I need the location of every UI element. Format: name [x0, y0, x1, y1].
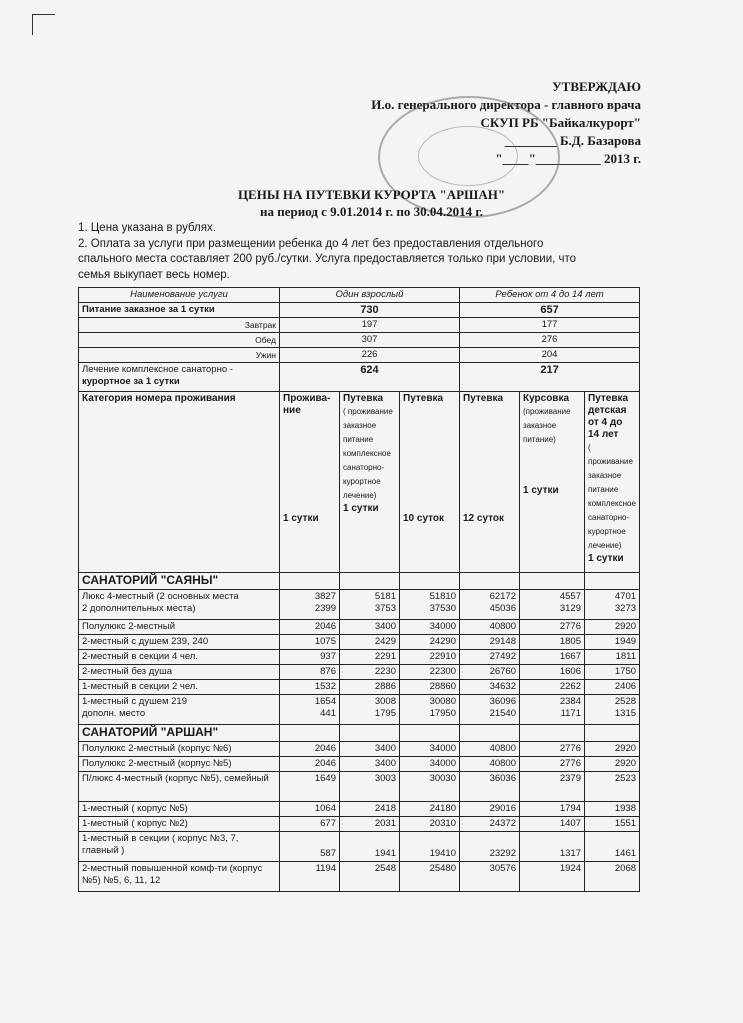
col-course: [520, 392, 585, 573]
price-value: 2384: [559, 696, 581, 707]
col-child-period: 1 сутки: [588, 553, 624, 564]
table-row: [79, 635, 640, 650]
price-cell: [585, 695, 640, 725]
col-child-title: Путевка детская от 4 до 14 лет: [588, 393, 629, 440]
table-row: [79, 817, 640, 832]
treatment-label: [79, 363, 280, 392]
room-name: П/люкс 4-местный (корпус №5), семейный: [79, 772, 280, 802]
dinner-adult: 226: [280, 348, 460, 363]
table-row: [79, 757, 640, 772]
price-cell: [400, 590, 460, 620]
price-cell: [520, 590, 585, 620]
price-value: 3008: [374, 696, 396, 707]
table-row: [79, 620, 640, 635]
col-course-title: Курсовка: [523, 393, 570, 404]
price-value: 1750: [585, 665, 640, 680]
section-title: САНАТОРИЙ "АРШАН": [79, 725, 280, 742]
price-value: 22910: [400, 650, 460, 665]
price-value: 2262: [520, 680, 585, 695]
col-voucher-12: [460, 392, 520, 573]
price-value: 3827: [314, 591, 336, 602]
price-value: 40800: [460, 620, 520, 635]
table-row: [79, 862, 640, 892]
section-title: САНАТОРИЙ "САЯНЫ": [79, 573, 280, 590]
price-cell: [280, 590, 340, 620]
price-value: 24180: [400, 802, 460, 817]
col-child-note: ( проживание заказное питание комплексное санаторно-курортное лечение): [588, 443, 636, 550]
price-value: 2068: [585, 862, 640, 892]
price-value: 34000: [400, 620, 460, 635]
meal-adult: 730: [280, 303, 460, 318]
price-value: 2528: [614, 696, 637, 707]
price-value: 1532: [280, 680, 340, 695]
price-value: 5181: [374, 591, 396, 602]
col-category: Категория номера проживания: [79, 392, 280, 573]
price-value: 2379: [520, 772, 585, 802]
price-value: 1064: [280, 802, 340, 817]
price-value: 1949: [585, 635, 640, 650]
section-header: [79, 725, 640, 742]
services-header-row: [79, 288, 640, 303]
room-name: 1-местный в секции 2 чел.: [79, 680, 280, 695]
price-value: 2399: [314, 603, 336, 614]
price-value: 3753: [374, 603, 396, 614]
room-name: [79, 695, 280, 725]
price-value: 2406: [585, 680, 640, 695]
price-value: 29148: [460, 635, 520, 650]
col-voucher-day-note: ( проживание заказное питание комплексное санаторно-курортное лечение): [343, 407, 393, 500]
room-name: [79, 590, 280, 620]
treatment-child: 217: [460, 363, 640, 392]
price-value: 876: [280, 665, 340, 680]
header-child: Ребенок от 4 до 14 лет: [460, 288, 640, 303]
price-value: 36096: [489, 696, 516, 707]
price-value: 34000: [400, 742, 460, 757]
meal-child: 657: [460, 303, 640, 318]
price-value: 2418: [340, 802, 400, 817]
price-value: 2031: [340, 817, 400, 832]
title-line-2: на период с 9.01.2014 г. по 30.04.2014 г.: [259, 204, 484, 219]
price-value: 21540: [489, 708, 516, 719]
table-row: [79, 590, 640, 620]
room-name: Полулюкс 2-местный (корпус №5): [79, 757, 280, 772]
price-value: 2920: [585, 620, 640, 635]
approval-line-2: И.о. генерального директора - главного врача: [371, 97, 641, 112]
lunch-row: [79, 333, 640, 348]
category-header-row: [79, 392, 640, 573]
price-value: 36036: [460, 772, 520, 802]
price-value: 1654: [314, 696, 336, 707]
price-value: 4701: [614, 591, 637, 602]
price-value: 2230: [340, 665, 400, 680]
col-course-note: (проживание заказное питание): [523, 407, 571, 444]
price-value: 1407: [520, 817, 585, 832]
table-row: [79, 650, 640, 665]
treatment-adult: 624: [280, 363, 460, 392]
table-row: [79, 742, 640, 757]
treatment-label-line-2: курортное за 1 сутки: [82, 376, 180, 387]
price-value: 2886: [340, 680, 400, 695]
price-value: 26760: [460, 665, 520, 680]
price-cell: [340, 695, 400, 725]
price-value: 34000: [400, 757, 460, 772]
col-voucher-day: [340, 392, 400, 573]
room-name: 2-местный без душа: [79, 665, 280, 680]
price-value: 19410: [400, 832, 460, 862]
lunch-child: 276: [460, 333, 640, 348]
lunch-label: Обед: [79, 333, 280, 348]
price-value: 34632: [460, 680, 520, 695]
price-value: 1551: [585, 817, 640, 832]
price-value: 29016: [460, 802, 520, 817]
col-voucher-12-period: 12 суток: [463, 513, 505, 524]
room-name: 2-местный в секции 4 чел.: [79, 650, 280, 665]
price-value: 3400: [340, 757, 400, 772]
price-cell: [280, 695, 340, 725]
price-value: 1811: [585, 650, 640, 665]
price-value: 1649: [280, 772, 340, 802]
price-value: 2046: [280, 620, 340, 635]
price-value: 441: [320, 708, 336, 719]
price-value: 4557: [559, 591, 581, 602]
table-row: [79, 802, 640, 817]
corner-mark: [32, 14, 55, 35]
price-cell: [460, 590, 520, 620]
room-name-line-2: 2 дополнительных места): [82, 603, 196, 614]
breakfast-row: [79, 318, 640, 333]
col-voucher-day-title: Путевка: [343, 393, 384, 404]
price-value: 1606: [520, 665, 585, 680]
price-value: 2429: [340, 635, 400, 650]
col-voucher-10: [400, 392, 460, 573]
price-value: 1075: [280, 635, 340, 650]
col-voucher-10-period: 10 суток: [403, 513, 445, 524]
title-line-1: ЦЕНЫ НА ПУТЕВКИ КУРОРТА "АРШАН": [237, 187, 506, 202]
price-value: 3273: [614, 603, 637, 614]
note-2: 2. Оплата за услуги при размещении ребенка до 4 лет без предоставления отдельного спального места составляет 200 руб./сутки. Услуга предоставляется только при условии, что семья выкупает весь номер.: [78, 237, 577, 281]
header-adult: Один взрослый: [280, 288, 460, 303]
price-value: 677: [280, 817, 340, 832]
price-value: 2046: [280, 757, 340, 772]
col-child: [585, 392, 640, 573]
price-value: 30080: [429, 696, 456, 707]
treatment-label-line-1: Лечение комплексное санаторно -: [82, 364, 233, 375]
meal-label: Питание заказное за 1 сутки: [79, 303, 280, 318]
col-accommodation-period: 1 сутки: [283, 513, 319, 524]
price-value: 1315: [614, 708, 637, 719]
room-name: Полулюкс 2-местный: [79, 620, 280, 635]
dinner-row: [79, 348, 640, 363]
price-value: 20310: [400, 817, 460, 832]
price-value: 2548: [340, 862, 400, 892]
price-value: 62172: [489, 591, 516, 602]
room-name-line-2: дополн. место: [82, 708, 146, 719]
col-course-period: 1 сутки: [523, 485, 559, 496]
price-value: 1805: [520, 635, 585, 650]
price-value: 40800: [460, 742, 520, 757]
price-value: 587: [280, 832, 340, 862]
price-value: 3400: [340, 620, 400, 635]
price-value: 3129: [559, 603, 581, 614]
price-value: 937: [280, 650, 340, 665]
price-value: 23292: [460, 832, 520, 862]
price-value: 45036: [489, 603, 516, 614]
room-name: Полулюкс 2-местный (корпус №6): [79, 742, 280, 757]
price-value: 1941: [340, 832, 400, 862]
room-name: 1-местный ( корпус №2): [79, 817, 280, 832]
price-value: 1194: [280, 862, 340, 892]
col-voucher-10-title: Путевка: [403, 393, 444, 404]
table-row: [79, 832, 640, 862]
col-accommodation: [280, 392, 340, 573]
room-name: 1-местный в секции ( корпус №3, 7, главный ): [79, 832, 280, 862]
price-value: 2776: [520, 757, 585, 772]
price-value: 17950: [429, 708, 456, 719]
price-value: 1924: [520, 862, 585, 892]
price-value: 30576: [460, 862, 520, 892]
price-value: 2291: [340, 650, 400, 665]
price-cell: [340, 590, 400, 620]
breakfast-label: Завтрак: [79, 318, 280, 333]
page-title: [0, 186, 743, 220]
lunch-adult: 307: [280, 333, 460, 348]
header-service: Наименование услуги: [79, 288, 280, 303]
col-voucher-12-title: Путевка: [463, 393, 504, 404]
price-value: 30030: [400, 772, 460, 802]
approval-line-1: УТВЕРЖДАЮ: [552, 79, 641, 94]
price-value: 1171: [560, 708, 581, 719]
price-value: 2920: [585, 757, 640, 772]
col-accommodation-title: Прожива-ние: [283, 393, 331, 416]
price-value: 1795: [374, 708, 396, 719]
treatment-row: [79, 363, 640, 392]
price-cell: [460, 695, 520, 725]
price-value: 2046: [280, 742, 340, 757]
price-value: 25480: [400, 862, 460, 892]
price-value: 2776: [520, 742, 585, 757]
dinner-child: 204: [460, 348, 640, 363]
price-table: [78, 287, 640, 892]
price-value: 37530: [429, 603, 456, 614]
price-value: 2523: [585, 772, 640, 802]
table-row: [79, 665, 640, 680]
table-row: [79, 695, 640, 725]
notes: [78, 221, 598, 283]
price-value: 51810: [429, 591, 456, 602]
approval-line-3: СКУП РБ "Байкалкурорт": [480, 115, 641, 130]
table-row: [79, 772, 640, 802]
section-header: [79, 573, 640, 590]
price-value: 27492: [460, 650, 520, 665]
price-value: 2920: [585, 742, 640, 757]
table-row: [79, 680, 640, 695]
meal-row: [79, 303, 640, 318]
price-cell: [400, 695, 460, 725]
room-name: 2-местный с душем 239, 240: [79, 635, 280, 650]
breakfast-child: 177: [460, 318, 640, 333]
price-value: 24372: [460, 817, 520, 832]
price-value: 1794: [520, 802, 585, 817]
price-value: 24290: [400, 635, 460, 650]
approval-line-4: ________ Б.Д. Базарова: [504, 133, 641, 148]
price-value: 40800: [460, 757, 520, 772]
price-value: 1938: [585, 802, 640, 817]
price-cell: [585, 590, 640, 620]
price-value: 1667: [520, 650, 585, 665]
room-name: 2-местный повышенной комф-ти (корпус №5) №5, 6, 11, 12: [79, 862, 280, 892]
note-1: 1. Цена указана в рублях.: [78, 222, 216, 234]
price-value: 3400: [340, 742, 400, 757]
price-value: 1317: [520, 832, 585, 862]
price-cell: [520, 695, 585, 725]
room-name-line-1: 1-местный с душем 219: [82, 696, 187, 707]
price-value: 3003: [340, 772, 400, 802]
price-value: 2776: [520, 620, 585, 635]
price-value: 28860: [400, 680, 460, 695]
room-name-line-1: Люкс 4-местный (2 основных места: [82, 591, 239, 602]
dinner-label: Ужин: [79, 348, 280, 363]
room-name: 1-местный ( корпус №5): [79, 802, 280, 817]
price-value: 22300: [400, 665, 460, 680]
col-voucher-day-period: 1 сутки: [343, 503, 379, 514]
approval-line-5: "____"__________ 2013 г.: [495, 151, 641, 166]
price-value: 1461: [585, 832, 640, 862]
breakfast-adult: 197: [280, 318, 460, 333]
